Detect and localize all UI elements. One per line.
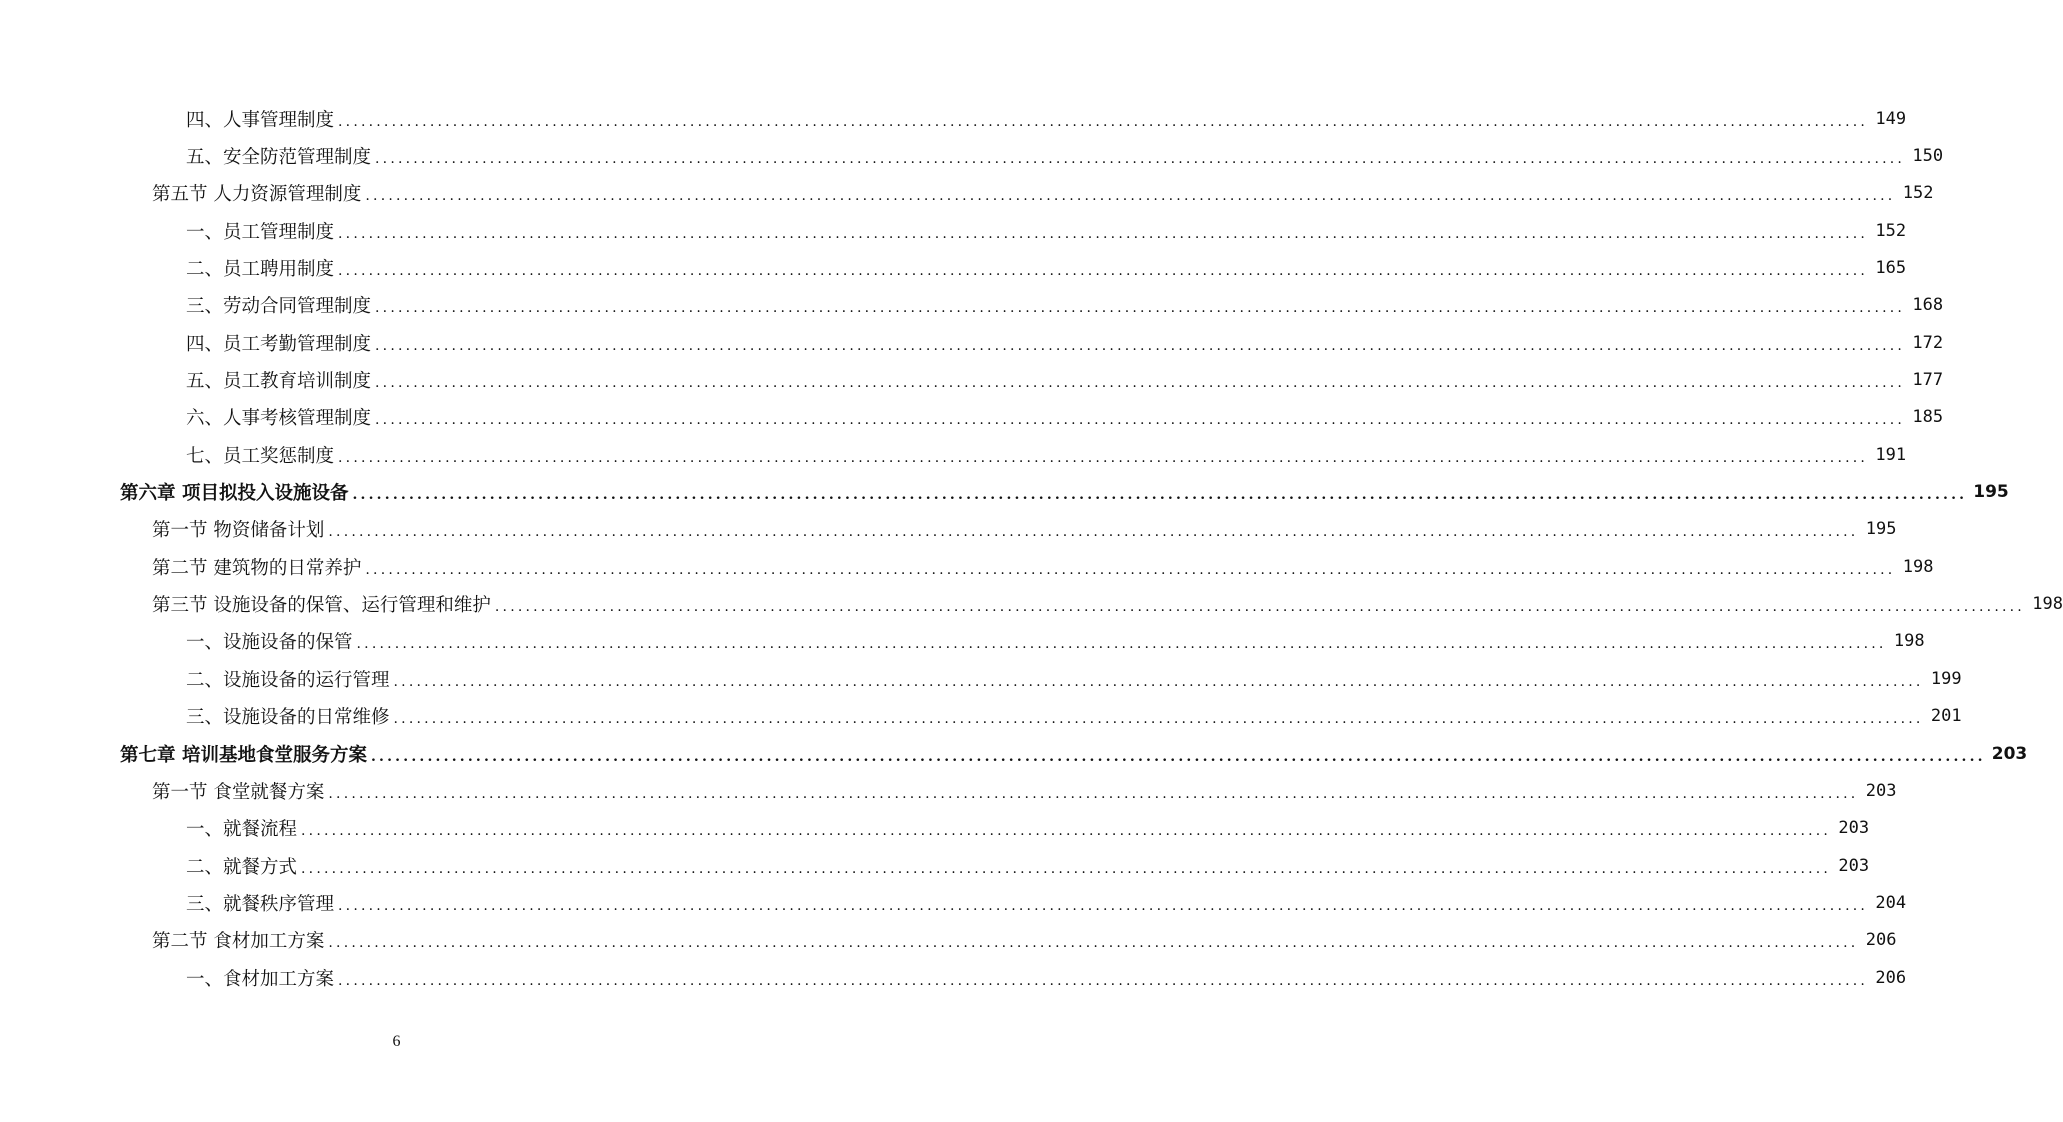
toc-dot-leader: ........................................................................................................................................................................................................: [356, 636, 1887, 653]
toc-dot-leader: ........................................................................................................................................................................................................: [494, 599, 2025, 616]
toc-entry-page-number: 203: [1991, 743, 2028, 764]
toc-entry-title: 四、员工考勤管理制度: [186, 333, 372, 355]
toc-entry[interactable]: [0, 175, 1934, 212]
toc-entry[interactable]: [0, 137, 1944, 174]
toc-entry[interactable]: [0, 100, 1907, 137]
toc-entry[interactable]: [0, 212, 1907, 249]
toc-dot-leader: ........................................................................................................................................................................................................: [375, 412, 1906, 429]
toc-dot-leader: ........................................................................................................................................................................................................: [301, 860, 1832, 877]
toc-dot-leader: ........................................................................................................................................................................................................: [393, 673, 1924, 690]
toc-dot-leader: ........................................................................................................................................................................................................: [338, 113, 1869, 130]
toc-entry-title: 一、员工管理制度: [186, 221, 335, 243]
toc-dot-leader: ........................................................................................................................................................................................................: [375, 300, 1906, 317]
toc-entry-page-number: 198: [1902, 556, 1934, 577]
toc-entry-title: 五、安全防范管理制度: [186, 147, 372, 169]
toc-dot-leader: ........................................................................................................................................................................................................: [328, 524, 1859, 541]
toc-entry-title: 第五节 人力资源管理制度: [152, 184, 362, 206]
toc-entry-title: 第三节 设施设备的保管、运行管理和维护: [152, 595, 491, 617]
toc-entry-page-number: 185: [1912, 407, 1944, 428]
toc-entry-page-number: 198: [1893, 631, 1925, 652]
toc-dot-leader: ........................................................................................................................................................................................................: [338, 972, 1869, 989]
toc-entry-title: 二、就餐方式: [186, 856, 298, 878]
toc-dot-leader: ........................................................................................................................................................................................................: [328, 935, 1859, 952]
toc-dot-leader: ........................................................................................................................................................................................................: [338, 897, 1869, 914]
toc-entry-page-number: 168: [1912, 295, 1944, 316]
toc-dot-leader: ........................................................................................................................................................................................................: [301, 823, 1832, 840]
toc-entry-page-number: 191: [1875, 444, 1907, 465]
toc-entry[interactable]: [0, 399, 1944, 436]
toc-entry[interactable]: [0, 361, 1944, 398]
toc-entry-title: 二、员工聘用制度: [186, 259, 335, 281]
table-of-contents: [0, 100, 2063, 996]
toc-dot-leader: ........................................................................................................................................................................................................: [338, 225, 1869, 242]
toc-entry[interactable]: [0, 959, 1907, 996]
toc-entry-page-number: 195: [1865, 519, 1897, 540]
toc-entry[interactable]: [0, 249, 1907, 286]
toc-entry[interactable]: [0, 324, 1944, 361]
toc-dot-leader: ........................................................................................................................................................................................................: [365, 561, 1896, 578]
toc-entry-title: 一、设施设备的保管: [186, 632, 353, 654]
toc-entry[interactable]: [0, 436, 1907, 473]
toc-entry-title: 第二节 食材加工方案: [152, 931, 325, 953]
toc-entry[interactable]: [0, 473, 2009, 510]
toc-dot-leader: ........................................................................................................................................................................................................: [338, 263, 1869, 280]
toc-entry-page-number: 150: [1912, 146, 1944, 167]
toc-dot-leader: ........................................................................................................................................................................................................: [365, 188, 1896, 205]
toc-entry[interactable]: [0, 511, 1897, 548]
toc-entry[interactable]: [0, 548, 1934, 585]
toc-entry-title: 六、人事考核管理制度: [186, 408, 372, 430]
toc-entry-page-number: 195: [1973, 482, 2009, 503]
toc-dot-leader: ........................................................................................................................................................................................................: [352, 487, 1968, 504]
toc-entry-page-number: 152: [1875, 220, 1907, 241]
toc-entry[interactable]: [0, 623, 1925, 660]
toc-entry-page-number: 199: [1930, 668, 1962, 689]
toc-entry[interactable]: [0, 585, 2063, 622]
toc-entry-page-number: 206: [1865, 930, 1897, 951]
toc-entry[interactable]: [0, 287, 1944, 324]
toc-entry-page-number: 204: [1875, 892, 1907, 913]
toc-entry[interactable]: [0, 847, 1870, 884]
toc-entry-page-number: 172: [1912, 332, 1944, 353]
toc-entry[interactable]: [0, 735, 2028, 772]
toc-entry-page-number: 201: [1930, 706, 1962, 727]
toc-dot-leader: ........................................................................................................................................................................................................: [338, 449, 1869, 466]
toc-entry-title: 二、设施设备的运行管理: [186, 669, 390, 691]
toc-dot-leader: ........................................................................................................................................................................................................: [328, 785, 1859, 802]
toc-entry-page-number: 198: [2032, 594, 2063, 615]
toc-entry-page-number: 149: [1875, 108, 1907, 129]
toc-entry-title: 第七章 培训基地食堂服务方案: [120, 744, 367, 766]
toc-entry-title: 一、食材加工方案: [186, 968, 335, 990]
toc-entry-title: 第六章 项目拟投入设施设备: [120, 483, 349, 505]
toc-entry[interactable]: [0, 772, 1897, 809]
toc-entry[interactable]: [0, 810, 1870, 847]
toc-entry-title: 三、劳动合同管理制度: [186, 296, 372, 318]
toc-entry[interactable]: [0, 884, 1907, 921]
toc-entry-page-number: 203: [1838, 855, 1870, 876]
toc-entry-page-number: 203: [1865, 780, 1897, 801]
toc-entry-title: 第二节 建筑物的日常养护: [152, 557, 362, 579]
toc-entry[interactable]: [0, 660, 1962, 697]
toc-dot-leader: ........................................................................................................................................................................................................: [375, 337, 1906, 354]
toc-entry[interactable]: [0, 698, 1962, 735]
toc-entry-page-number: 203: [1838, 818, 1870, 839]
toc-entry-page-number: 206: [1875, 967, 1907, 988]
toc-entry-title: 四、人事管理制度: [186, 109, 335, 131]
toc-dot-leader: ........................................................................................................................................................................................................: [375, 375, 1906, 392]
toc-entry-title: 三、设施设备的日常维修: [186, 707, 390, 729]
toc-entry-title: 第一节 食堂就餐方案: [152, 781, 325, 803]
toc-entry-title: 三、就餐秩序管理: [186, 893, 335, 915]
toc-dot-leader: ........................................................................................................................................................................................................: [375, 151, 1906, 168]
toc-entry-title: 五、员工教育培训制度: [186, 371, 372, 393]
toc-entry-page-number: 152: [1902, 183, 1934, 204]
toc-entry-title: 一、就餐流程: [186, 819, 298, 841]
toc-entry[interactable]: [0, 922, 1897, 959]
toc-entry-page-number: 177: [1912, 370, 1944, 391]
toc-dot-leader: ........................................................................................................................................................................................................: [370, 748, 1986, 765]
toc-dot-leader: ........................................................................................................................................................................................................: [393, 711, 1924, 728]
toc-entry-page-number: 165: [1875, 258, 1907, 279]
toc-entry-title: 第一节 物资储备计划: [152, 520, 325, 542]
toc-entry-title: 七、员工奖惩制度: [186, 445, 335, 467]
page-number: 6: [392, 1033, 401, 1050]
